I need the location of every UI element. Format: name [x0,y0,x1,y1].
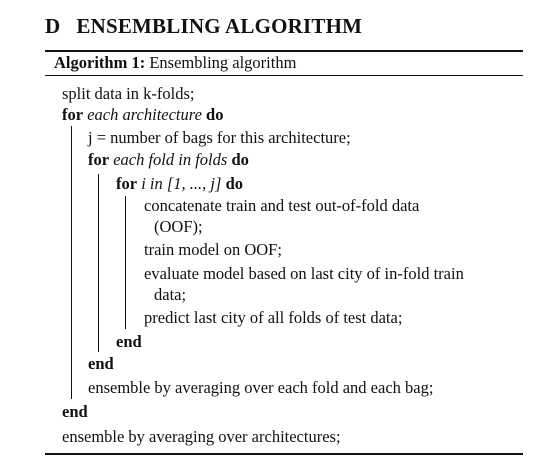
keyword-end: end [62,402,88,421]
algo-line-concatenate-cont: (OOF); [154,217,203,236]
algo-line-predict: predict last city of all folds of test data; [144,308,403,327]
algo-line-end-fold [88,354,114,374]
section-letter: D [45,14,61,38]
algorithm-name: Ensembling algorithm [149,53,297,72]
indent-bar-for-architecture [71,126,72,399]
algo-line-for-bag [116,174,243,194]
algo-line-bags: j = number of bags for this architecture; [88,128,351,147]
keyword-for: for [62,105,84,124]
loop-condition: each fold in folds [113,150,228,169]
loop-condition: each architecture [87,105,202,124]
algo-line-for-architecture [62,105,223,125]
top-rule [45,50,523,52]
algo-line-ensemble-architectures: ensemble by averaging over architectures; [62,427,341,446]
algorithm-label: Algorithm 1: [54,53,146,72]
section-heading [45,14,362,39]
algorithm-caption [54,53,296,73]
keyword-do: do [225,174,243,193]
loop-condition: i in [1, ..., j] [141,174,222,193]
keyword-end: end [116,332,142,351]
algo-line-end-architecture [62,402,88,422]
algo-line-ensemble-bags: ensemble by averaging over each fold and each bag; [88,378,434,397]
keyword-do: do [231,150,249,169]
algo-line-split: split data in k-folds; [62,84,195,103]
section-title: ENSEMBLING ALGORITHM [76,14,363,38]
caption-rule [45,75,523,76]
indent-bar-for-bag [125,196,126,329]
keyword-end: end [88,354,114,373]
algo-line-end-bag [116,332,142,352]
keyword-for: for [88,150,110,169]
bottom-rule [45,453,523,455]
algo-line-concatenate: concatenate train and test out-of-fold data [144,196,420,215]
keyword-do: do [206,105,224,124]
indent-bar-for-fold [98,174,99,352]
algo-line-for-fold [88,150,249,170]
algo-line-evaluate-cont: data; [154,285,187,304]
algo-line-train: train model on OOF; [144,240,282,259]
keyword-for: for [116,174,138,193]
algo-line-evaluate: evaluate model based on last city of in-fold train [144,264,464,283]
